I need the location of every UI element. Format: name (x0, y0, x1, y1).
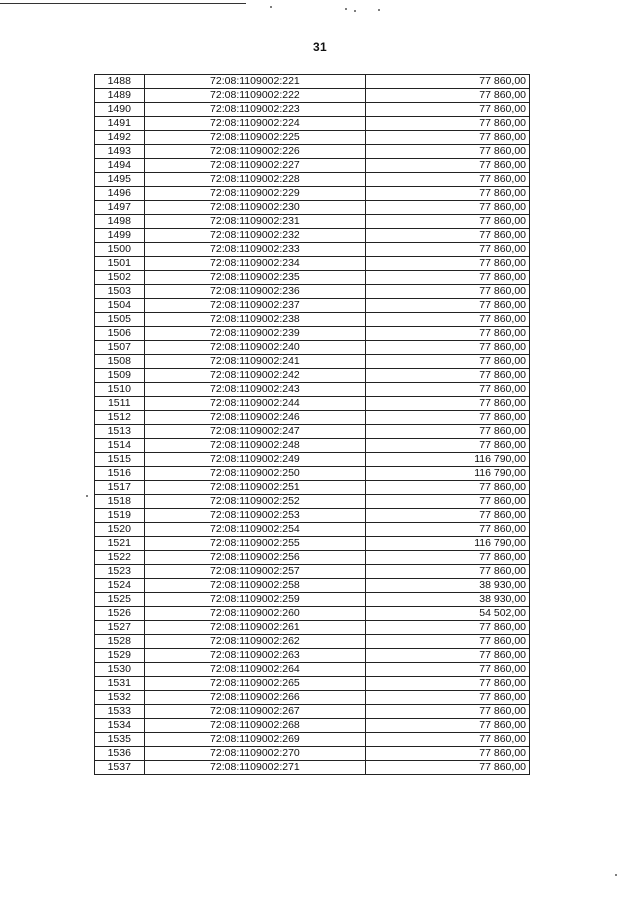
cadastral-number: 72:08:1109002:256 (144, 551, 366, 565)
amount-value: 77 860,00 (366, 719, 530, 733)
row-number: 1531 (95, 677, 145, 691)
table-row (95, 201, 530, 215)
scan-speck (378, 9, 380, 11)
amount-value: 77 860,00 (366, 565, 530, 579)
amount-value: 77 860,00 (366, 677, 530, 691)
table-row (95, 117, 530, 131)
cadastral-number: 72:08:1109002:222 (144, 89, 366, 103)
cadastral-number: 72:08:1109002:244 (144, 397, 366, 411)
cadastral-number: 72:08:1109002:247 (144, 425, 366, 439)
table-row (95, 495, 530, 509)
row-number: 1505 (95, 313, 145, 327)
cadastral-number: 72:08:1109002:263 (144, 649, 366, 663)
cadastral-number: 72:08:1109002:264 (144, 663, 366, 677)
row-number: 1495 (95, 173, 145, 187)
table-body (95, 75, 530, 775)
amount-value: 77 860,00 (366, 159, 530, 173)
amount-value: 77 860,00 (366, 621, 530, 635)
row-number: 1489 (95, 89, 145, 103)
cadastral-number: 72:08:1109002:246 (144, 411, 366, 425)
scan-speck (86, 495, 88, 497)
amount-value: 77 860,00 (366, 425, 530, 439)
amount-value: 38 930,00 (366, 593, 530, 607)
row-number: 1509 (95, 369, 145, 383)
row-number: 1534 (95, 719, 145, 733)
scan-speck (345, 8, 347, 10)
row-number: 1529 (95, 649, 145, 663)
cadastral-number: 72:08:1109002:233 (144, 243, 366, 257)
table-row (95, 257, 530, 271)
amount-value: 77 860,00 (366, 89, 530, 103)
table-row (95, 75, 530, 89)
cadastral-number: 72:08:1109002:242 (144, 369, 366, 383)
row-number: 1527 (95, 621, 145, 635)
amount-value: 116 790,00 (366, 537, 530, 551)
row-number: 1503 (95, 285, 145, 299)
row-number: 1516 (95, 467, 145, 481)
amount-value: 77 860,00 (366, 257, 530, 271)
amount-value: 77 860,00 (366, 369, 530, 383)
cadastral-number: 72:08:1109002:248 (144, 439, 366, 453)
row-number: 1508 (95, 355, 145, 369)
row-number: 1519 (95, 509, 145, 523)
row-number: 1536 (95, 747, 145, 761)
amount-value: 77 860,00 (366, 131, 530, 145)
cadastral-number: 72:08:1109002:238 (144, 313, 366, 327)
table-row (95, 439, 530, 453)
amount-value: 77 860,00 (366, 327, 530, 341)
amount-value: 77 860,00 (366, 229, 530, 243)
table-row (95, 453, 530, 467)
row-number: 1506 (95, 327, 145, 341)
cadastral-number: 72:08:1109002:243 (144, 383, 366, 397)
row-number: 1497 (95, 201, 145, 215)
cadastral-number: 72:08:1109002:232 (144, 229, 366, 243)
table-row (95, 159, 530, 173)
cadastral-number: 72:08:1109002:221 (144, 75, 366, 89)
cadastral-number: 72:08:1109002:250 (144, 467, 366, 481)
row-number: 1518 (95, 495, 145, 509)
amount-value: 77 860,00 (366, 747, 530, 761)
table-row (95, 467, 530, 481)
table-row (95, 313, 530, 327)
row-number: 1520 (95, 523, 145, 537)
table-row (95, 565, 530, 579)
cadastral-number: 72:08:1109002:224 (144, 117, 366, 131)
cadastral-number: 72:08:1109002:228 (144, 173, 366, 187)
table-row (95, 663, 530, 677)
table-row (95, 551, 530, 565)
table-row (95, 579, 530, 593)
cadastral-number: 72:08:1109002:225 (144, 131, 366, 145)
amount-value: 77 860,00 (366, 341, 530, 355)
scan-speck (615, 874, 617, 876)
row-number: 1514 (95, 439, 145, 453)
row-number: 1533 (95, 705, 145, 719)
cadastral-number: 72:08:1109002:241 (144, 355, 366, 369)
table-row (95, 397, 530, 411)
amount-value: 77 860,00 (366, 173, 530, 187)
table-row (95, 411, 530, 425)
row-number: 1537 (95, 761, 145, 775)
table-row (95, 327, 530, 341)
row-number: 1488 (95, 75, 145, 89)
row-number: 1523 (95, 565, 145, 579)
cadastral-number: 72:08:1109002:230 (144, 201, 366, 215)
table-row (95, 383, 530, 397)
row-number: 1535 (95, 733, 145, 747)
amount-value: 38 930,00 (366, 579, 530, 593)
row-number: 1496 (95, 187, 145, 201)
table-row (95, 341, 530, 355)
amount-value: 77 860,00 (366, 145, 530, 159)
table-row (95, 537, 530, 551)
amount-value: 77 860,00 (366, 243, 530, 257)
row-number: 1513 (95, 425, 145, 439)
amount-value: 77 860,00 (366, 383, 530, 397)
table-row (95, 691, 530, 705)
amount-value: 77 860,00 (366, 411, 530, 425)
cadastral-number: 72:08:1109002:223 (144, 103, 366, 117)
table-row (95, 677, 530, 691)
amount-value: 116 790,00 (366, 467, 530, 481)
row-number: 1504 (95, 299, 145, 313)
cadastral-number: 72:08:1109002:253 (144, 509, 366, 523)
cadastral-number: 72:08:1109002:259 (144, 593, 366, 607)
cadastral-number: 72:08:1109002:255 (144, 537, 366, 551)
table-row (95, 355, 530, 369)
table-row (95, 145, 530, 159)
table-row (95, 733, 530, 747)
table-row (95, 285, 530, 299)
row-number: 1507 (95, 341, 145, 355)
cadastral-table (94, 74, 530, 775)
scan-speck (354, 10, 356, 12)
table-row (95, 89, 530, 103)
amount-value: 77 860,00 (366, 187, 530, 201)
table-row (95, 523, 530, 537)
cadastral-number: 72:08:1109002:249 (144, 453, 366, 467)
row-number: 1492 (95, 131, 145, 145)
cadastral-number: 72:08:1109002:240 (144, 341, 366, 355)
cadastral-number: 72:08:1109002:237 (144, 299, 366, 313)
amount-value: 77 860,00 (366, 509, 530, 523)
table-row (95, 243, 530, 257)
table-row (95, 649, 530, 663)
row-number: 1524 (95, 579, 145, 593)
table-row (95, 369, 530, 383)
table-row (95, 271, 530, 285)
row-number: 1532 (95, 691, 145, 705)
cadastral-number: 72:08:1109002:235 (144, 271, 366, 285)
table-row (95, 173, 530, 187)
row-number: 1500 (95, 243, 145, 257)
cadastral-number: 72:08:1109002:270 (144, 747, 366, 761)
cadastral-number: 72:08:1109002:267 (144, 705, 366, 719)
table-row (95, 425, 530, 439)
row-number: 1522 (95, 551, 145, 565)
amount-value: 77 860,00 (366, 75, 530, 89)
cadastral-number: 72:08:1109002:258 (144, 579, 366, 593)
amount-value: 77 860,00 (366, 663, 530, 677)
amount-value: 77 860,00 (366, 691, 530, 705)
row-number: 1530 (95, 663, 145, 677)
table-row (95, 131, 530, 145)
row-number: 1493 (95, 145, 145, 159)
amount-value: 77 860,00 (366, 481, 530, 495)
table-row (95, 607, 530, 621)
table-row (95, 215, 530, 229)
amount-value: 77 860,00 (366, 761, 530, 775)
cadastral-number: 72:08:1109002:266 (144, 691, 366, 705)
table-row (95, 705, 530, 719)
table-row (95, 747, 530, 761)
row-number: 1512 (95, 411, 145, 425)
amount-value: 77 860,00 (366, 705, 530, 719)
table-row (95, 229, 530, 243)
cadastral-number: 72:08:1109002:254 (144, 523, 366, 537)
cadastral-number: 72:08:1109002:268 (144, 719, 366, 733)
scan-speck (270, 6, 272, 8)
cadastral-number: 72:08:1109002:257 (144, 565, 366, 579)
cadastral-number: 72:08:1109002:226 (144, 145, 366, 159)
table-row (95, 509, 530, 523)
scan-top-rule (0, 3, 246, 4)
amount-value: 77 860,00 (366, 439, 530, 453)
page-number: 31 (313, 40, 327, 54)
cadastral-number: 72:08:1109002:269 (144, 733, 366, 747)
row-number: 1498 (95, 215, 145, 229)
row-number: 1515 (95, 453, 145, 467)
table-row (95, 621, 530, 635)
row-number: 1501 (95, 257, 145, 271)
amount-value: 77 860,00 (366, 551, 530, 565)
table-row (95, 481, 530, 495)
row-number: 1494 (95, 159, 145, 173)
row-number: 1521 (95, 537, 145, 551)
row-number: 1517 (95, 481, 145, 495)
cadastral-number: 72:08:1109002:265 (144, 677, 366, 691)
amount-value: 77 860,00 (366, 397, 530, 411)
cadastral-number: 72:08:1109002:261 (144, 621, 366, 635)
amount-value: 77 860,00 (366, 495, 530, 509)
cadastral-number: 72:08:1109002:260 (144, 607, 366, 621)
amount-value: 77 860,00 (366, 733, 530, 747)
row-number: 1490 (95, 103, 145, 117)
cadastral-number: 72:08:1109002:252 (144, 495, 366, 509)
amount-value: 77 860,00 (366, 285, 530, 299)
table-row (95, 719, 530, 733)
amount-value: 77 860,00 (366, 299, 530, 313)
table-row (95, 635, 530, 649)
amount-value: 77 860,00 (366, 117, 530, 131)
table-row (95, 593, 530, 607)
cadastral-number: 72:08:1109002:227 (144, 159, 366, 173)
table-row (95, 299, 530, 313)
amount-value: 77 860,00 (366, 103, 530, 117)
row-number: 1499 (95, 229, 145, 243)
amount-value: 77 860,00 (366, 201, 530, 215)
cadastral-number: 72:08:1109002:236 (144, 285, 366, 299)
row-number: 1491 (95, 117, 145, 131)
row-number: 1525 (95, 593, 145, 607)
amount-value: 77 860,00 (366, 649, 530, 663)
table-row (95, 103, 530, 117)
cadastral-number: 72:08:1109002:251 (144, 481, 366, 495)
row-number: 1526 (95, 607, 145, 621)
amount-value: 77 860,00 (366, 523, 530, 537)
row-number: 1510 (95, 383, 145, 397)
cadastral-number: 72:08:1109002:231 (144, 215, 366, 229)
cadastral-number: 72:08:1109002:262 (144, 635, 366, 649)
amount-value: 77 860,00 (366, 215, 530, 229)
row-number: 1511 (95, 397, 145, 411)
amount-value: 77 860,00 (366, 271, 530, 285)
cadastral-number: 72:08:1109002:229 (144, 187, 366, 201)
amount-value: 77 860,00 (366, 313, 530, 327)
amount-value: 54 502,00 (366, 607, 530, 621)
amount-value: 77 860,00 (366, 635, 530, 649)
row-number: 1502 (95, 271, 145, 285)
cadastral-number: 72:08:1109002:234 (144, 257, 366, 271)
table-row (95, 187, 530, 201)
amount-value: 77 860,00 (366, 355, 530, 369)
table-row (95, 761, 530, 775)
cadastral-number: 72:08:1109002:271 (144, 761, 366, 775)
row-number: 1528 (95, 635, 145, 649)
cadastral-number: 72:08:1109002:239 (144, 327, 366, 341)
amount-value: 116 790,00 (366, 453, 530, 467)
